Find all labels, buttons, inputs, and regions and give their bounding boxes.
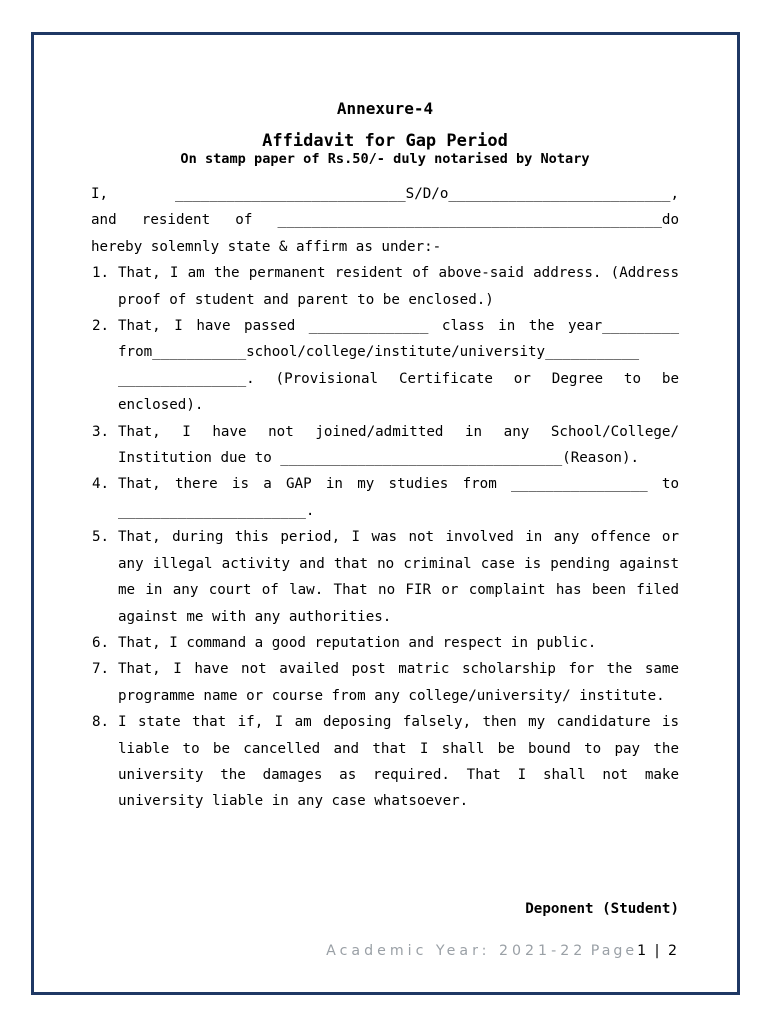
item-number: 1. <box>92 265 110 282</box>
intro-line-2: and resident of _____________________________________________do <box>91 212 679 229</box>
document-subtitle: On stamp paper of Rs.50/- duly notarised by Notary <box>180 151 590 167</box>
item-text: That, I am the permanent resident of above-said address. (Address proof of student and parent to be enclosed.) <box>118 265 679 308</box>
intro-line-1: I, ___________________________S/D/o__________________________, <box>91 186 679 202</box>
list-item <box>91 709 679 815</box>
list-item <box>91 630 679 656</box>
page-label: Page <box>590 943 638 959</box>
item-text: I state that if, I am deposing falsely, then my candidature is liable to be cancelled and that I shall be bound to pay the university the damages as required. That I shall not make university liable in any case whatsoever. <box>118 714 679 810</box>
affirmation-list <box>91 260 679 815</box>
list-item <box>91 313 679 419</box>
item-text: That, I have passed ______________ class in the year_________ from___________school/college/institute/university___________ _______________. (Provisional Certificate or Degree to be enclosed). <box>118 318 679 414</box>
item-text: That, during this period, I was not involved in any offence or any illegal activity and that no criminal case is pending against me in any court of law. That no FIR or complaint has been filed against me with any authorities. <box>118 529 679 625</box>
list-item <box>91 471 679 524</box>
item-number: 4. <box>92 476 110 493</box>
item-text: That, I have not availed post matric scholarship for the same programme name or course from any college/university/ institute. <box>118 661 679 704</box>
item-number: 3. <box>92 423 110 440</box>
deponent-signature-label: Deponent (Student) <box>525 901 679 917</box>
list-item <box>91 656 679 709</box>
academic-year: Academic Year: 2021-22 <box>326 943 587 959</box>
item-text: That, I command a good reputation and respect in public. <box>118 634 597 651</box>
item-number: 6. <box>92 634 110 651</box>
list-item <box>91 260 679 313</box>
item-number: 5. <box>92 529 110 546</box>
item-text: That, I have not joined/admitted in any School/College/ Institution due to _________________________________(Reason). <box>118 423 679 467</box>
list-item <box>91 524 679 630</box>
item-number: 8. <box>92 714 110 731</box>
page-footer <box>91 940 679 962</box>
intro-line-3: hereby solemnly state & affirm as under:- <box>91 238 442 255</box>
annexure-heading: Annexure-4 <box>336 99 434 118</box>
list-item <box>91 419 679 472</box>
page-number: 1 | 2 <box>637 943 679 959</box>
item-number: 7. <box>92 661 110 678</box>
item-number: 2. <box>92 318 110 335</box>
item-text: That, there is a GAP in my studies from ________________ to ______________________. <box>118 476 679 519</box>
document-body <box>91 98 679 815</box>
document-title: Affidavit for Gap Period <box>262 131 508 151</box>
